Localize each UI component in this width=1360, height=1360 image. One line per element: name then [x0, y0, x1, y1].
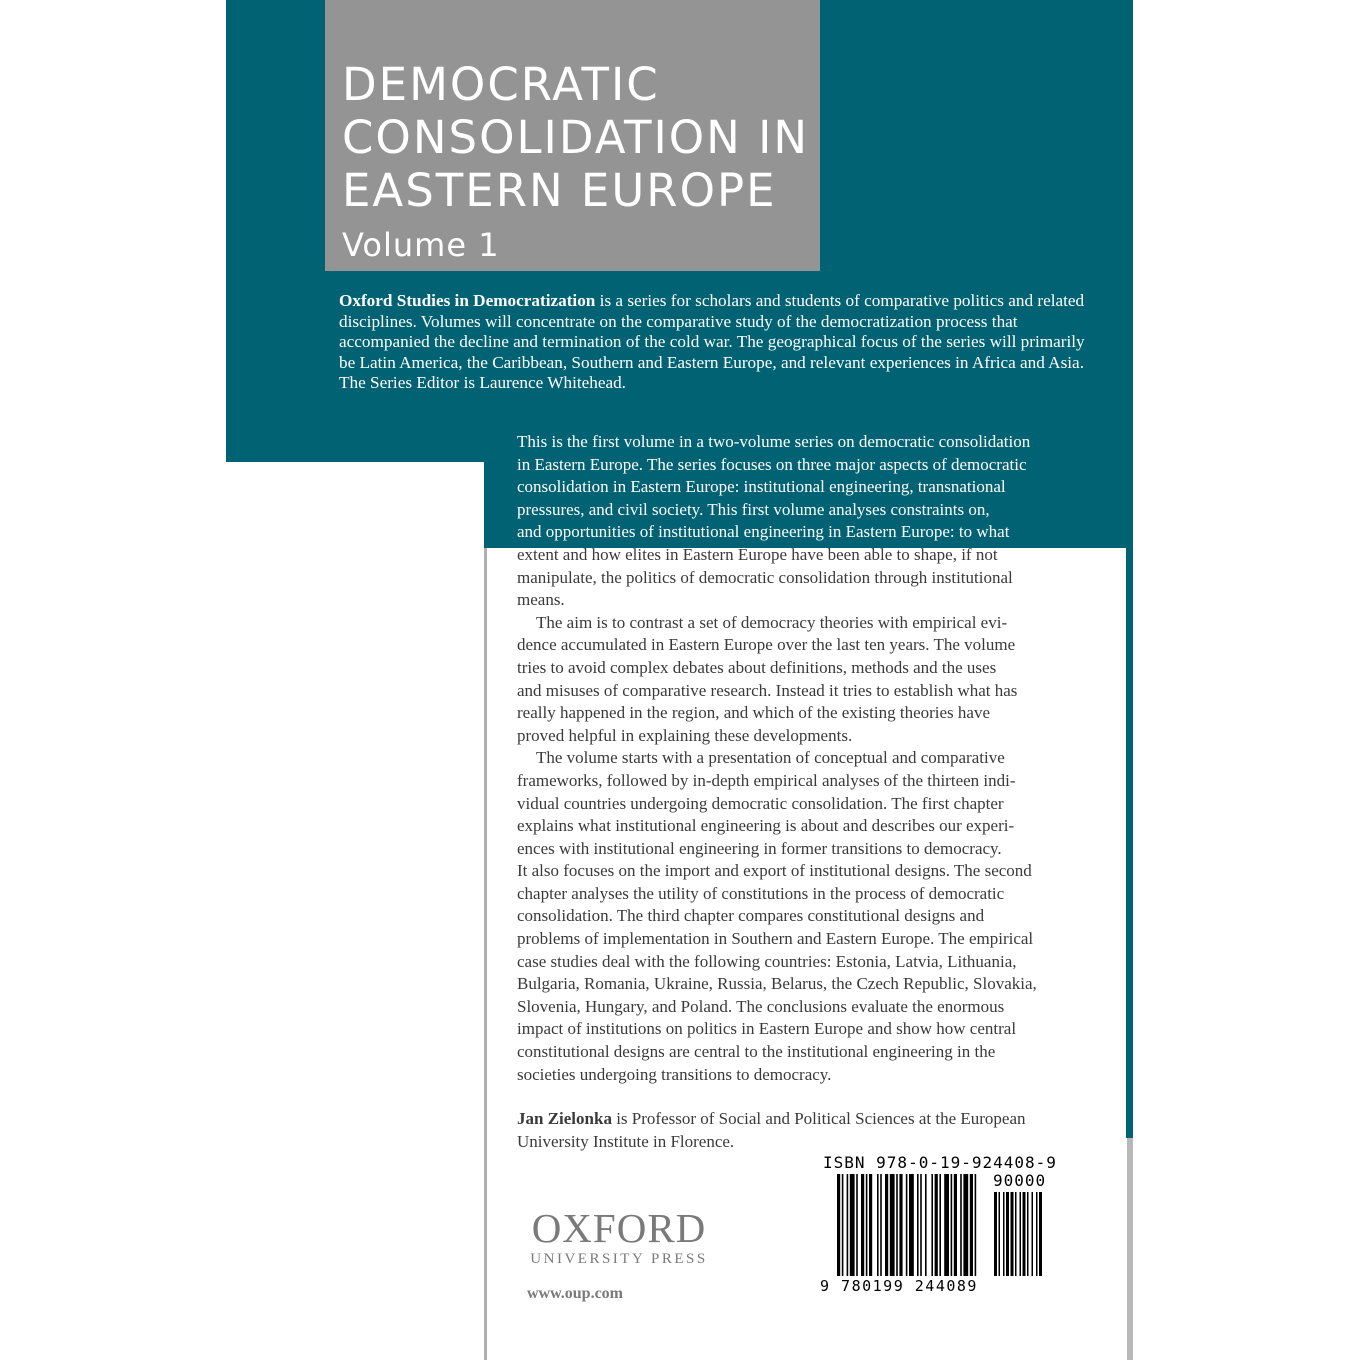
description-line: explains what institutional engineering is about and describes our experi- — [517, 816, 1015, 836]
cover-grey-edge-left — [484, 548, 487, 1360]
barcode-digits: 9 780199 244089 — [820, 1277, 978, 1295]
description-line: The aim is to contrast a set of democracy theories with empirical evi- — [536, 612, 1008, 632]
isbn-label: ISBN 978-0-19-924408-9 — [823, 1153, 1057, 1172]
description-line: vidual countries undergoing democratic consolidation. The first chapter — [517, 793, 1004, 813]
series-name: Oxford Studies in Democratization — [339, 291, 596, 310]
series-blurb-text: is a series for scholars and students of comparative politics and related disciplines. Volumes will concentrate on the comparative study of the democratization process that accompanied the decline and termination of the cold war. The geographical focus of the series will primarily be Latin America, the Caribbean, Southern and Eastern Europe, and relevant experiences in Africa and Asia. The Series Editor is Laurence Whitehead. — [339, 291, 1085, 393]
publisher-url: www.oup.com — [527, 1285, 624, 1302]
description-line: in Eastern Europe. The series focuses on three major aspects of democratic — [517, 454, 1027, 474]
cover-teal-edge — [1126, 548, 1133, 1138]
description-line: This is the first volume in a two-volume series on democratic consolidation — [517, 432, 1031, 451]
publisher-subtitle: UNIVERSITY PRESS — [530, 1251, 708, 1267]
description-line: impact of institutions on politics in Eastern Europe and show how central — [517, 1019, 1017, 1039]
author-bio — [517, 1108, 1097, 1153]
description-line: proved helpful in explaining these developments. — [517, 725, 853, 745]
book-description — [517, 431, 1092, 1086]
author-bio-line — [517, 1108, 1097, 1131]
description-line: dence accumulated in Eastern Europe over the last ten years. The volume — [517, 635, 1016, 655]
description-line: manipulate, the politics of democratic consolidation through institutional — [517, 567, 1013, 587]
description-line: frameworks, followed by in-depth empirical analyses of the thirteen indi- — [517, 770, 1016, 790]
volume-label: Volume 1 — [342, 226, 500, 264]
author-name: Jan Zielonka — [517, 1109, 612, 1128]
description-line: consolidation. The third chapter compares constitutional designs and — [517, 906, 985, 926]
publisher-name: OXFORD — [531, 1205, 707, 1251]
description-line: and misuses of comparative research. Instead it tries to establish what has — [517, 680, 1018, 700]
description-line: and opportunities of institutional engineering in Eastern Europe: to what — [517, 522, 1010, 542]
author-bio-line: University Institute in Florence. — [517, 1131, 735, 1151]
description-line: ences with institutional engineering in former transitions to democracy. — [517, 838, 1002, 858]
cover-grey-edge-right — [1127, 1138, 1133, 1360]
description-line: means. — [517, 590, 565, 610]
publisher-logo — [524, 1206, 714, 1268]
description-line: It also focuses on the import and export of institutional designs. The second — [517, 861, 1032, 881]
description-line: constitutional designs are central to the institutional engineering in the — [517, 1042, 996, 1062]
book-title — [342, 58, 809, 217]
description-line: Bulgaria, Romania, Ukraine, Russia, Belarus, the Czech Republic, Slovakia, — [517, 974, 1037, 994]
description-line: Slovenia, Hungary, and Poland. The conclusions evaluate the enormous — [517, 996, 1005, 1016]
price-code: 90000 — [993, 1171, 1047, 1190]
author-bio-text: is Professor of Social and Political Sciences at the European — [611, 1109, 1026, 1128]
description-line: consolidation in Eastern Europe: institutional engineering, transnational — [517, 477, 1006, 497]
description-line: societies undergoing transitions to democracy. — [517, 1064, 832, 1084]
book-title-line: DEMOCRATIC — [342, 58, 660, 111]
description-line: really happened in the region, and which of the existing theories have — [517, 703, 991, 723]
description-line: The volume starts with a presentation of conceptual and comparative — [536, 748, 1005, 768]
book-title-line: EASTERN EUROPE — [342, 164, 777, 217]
description-line: extent and how elites in Eastern Europe have been able to shape, if not — [517, 544, 998, 564]
description-line: pressures, and civil society. This first volume analyses constraints on, — [517, 499, 990, 519]
series-blurb — [339, 291, 1099, 394]
description-line: problems of implementation in Southern and Eastern Europe. The empirical — [517, 929, 1034, 949]
description-line: chapter analyses the utility of constitutions in the process of democratic — [517, 883, 1005, 903]
book-title-line: CONSOLIDATION IN — [342, 111, 810, 164]
description-line: tries to avoid complex debates about definitions, methods and the uses — [517, 657, 997, 677]
title-panel — [325, 0, 820, 271]
description-line: case studies deal with the following countries: Estonia, Latvia, Lithuania, — [517, 951, 1017, 971]
